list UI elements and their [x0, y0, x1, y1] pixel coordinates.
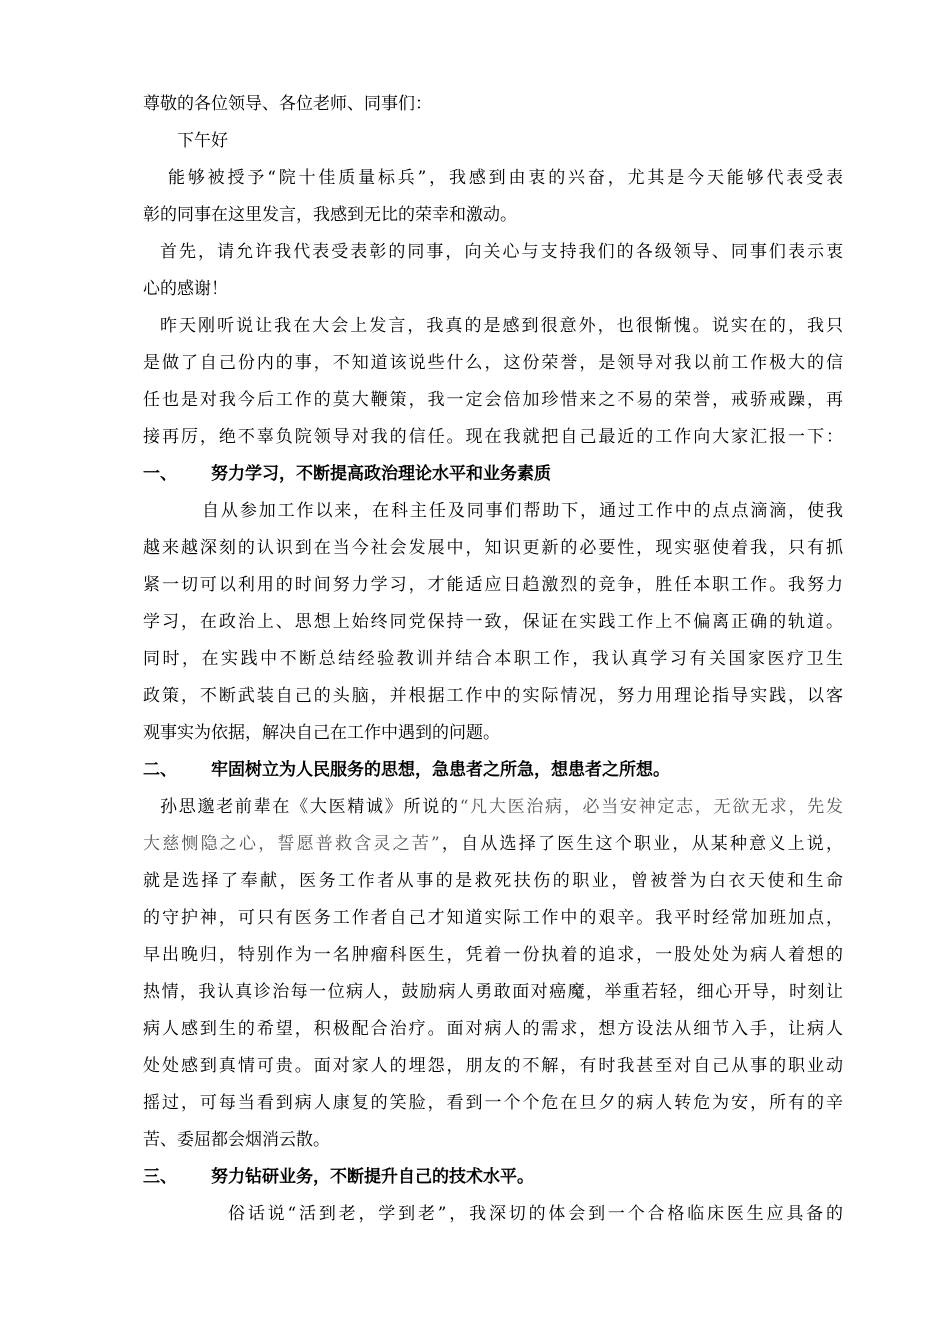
line-segment: 孙思邈老前辈在《大医精诚》所说的 [160, 797, 460, 817]
paragraph-line [160, 797, 843, 817]
classic-quote: 大慈恻隐之心，誓愿普救含灵之苦” [143, 834, 440, 854]
paragraph-line: 是做了自己份内的事，不知道该说些什么，这份荣誉，是领导对我以前工作极大的信 [143, 353, 843, 373]
paragraph-line: 能够被授予“院十佳质量标兵”，我感到由衷的兴奋，尤其是今天能够代表受表 [168, 168, 843, 188]
paragraph-line: 观事实为依据，解决自己在工作中遇到的问题。 [143, 723, 500, 743]
paragraph-line: 处处感到真情可贵。面对家人的埋怨，朋友的不解，有时我甚至对自己从事的职业动 [143, 1056, 843, 1076]
salutation: 尊敬的各位领导、各位老师、同事们： [143, 94, 432, 114]
paragraph-line: 的守护神，可只有医务工作者自己才知道实际工作中的艰辛。我平时经常加班加点， [143, 908, 843, 928]
paragraph-line: 俗话说“活到老，学到老”，我深切的体会到一个合格临床医生应具备的 [228, 1204, 843, 1224]
section-title: 努力学习，不断提高政治理论水平和业务素质 [211, 464, 551, 484]
paragraph-line: 摇过，可每当看到病人康复的笑脸，看到一个个危在旦夕的病人转危为安，所有的辛 [143, 1093, 843, 1113]
section-title: 努力钻研业务，不断提升自己的技术水平。 [211, 1167, 534, 1187]
section-number: 二、 [143, 760, 177, 780]
line-segment: ，自从选择了医生这个职业，从某种意义上说， [439, 834, 843, 854]
classic-quote: “凡大医治病，必当安神定志，无欲无求，先发 [459, 797, 843, 817]
paragraph-line: 彰的同事在这里发言，我感到无比的荣幸和激动。 [143, 205, 517, 225]
section-heading-2 [143, 760, 843, 780]
paragraph-line: 早出晚归，特别作为一名肿瘤科医生，凭着一份执着的追求，一股处处为病人着想的 [143, 945, 843, 965]
paragraph-line: 苦、委屈都会烟消云散。 [143, 1130, 330, 1150]
paragraph-line: 同时，在实践中不断总结经验教训并结合本职工作，我认真学习有关国家医疗卫生 [143, 649, 843, 669]
greeting: 下午好 [177, 131, 228, 151]
section-heading-1 [143, 464, 843, 484]
paragraph-line: 心的感谢！ [143, 279, 228, 299]
paragraph-line: 学习，在政治上、思想上始终同党保持一致，保证在实践工作上不偏离正确的轨道。 [143, 612, 843, 632]
section-title: 牢固树立为人民服务的思想，急患者之所急，想患者之所想。 [211, 760, 670, 780]
paragraph-line: 病人感到生的希望，积极配合治疗。面对病人的需求，想方设法从细节入手，让病人 [143, 1019, 843, 1039]
paragraph-line: 越来越深刻的认识到在当今社会发展中，知识更新的必要性，现实驱使着我，只有抓 [143, 538, 843, 558]
section-number: 三、 [143, 1167, 177, 1187]
paragraph-line: 热情，我认真诊治每一位病人，鼓励病人勇敢面对癌魔，举重若轻，细心开导，时刻让 [143, 982, 843, 1002]
paragraph-line: 首先，请允许我代表受表彰的同事，向关心与支持我们的各级领导、同事们表示衷 [160, 242, 843, 262]
paragraph-line: 昨天刚听说让我在大会上发言，我真的是感到很意外，也很惭愧。说实在的，我只 [160, 316, 843, 336]
paragraph-line: 任也是对我今后工作的莫大鞭策，我一定会倍加珍惜来之不易的荣誉，戒骄戒躁，再 [143, 390, 843, 410]
paragraph-line: 紧一切可以利用的时间努力学习，才能适应日趋激烈的竞争，胜任本职工作。我努力 [143, 575, 843, 595]
section-number: 一、 [143, 464, 177, 484]
paragraph-line: 就是选择了奉献，医务工作者从事的是救死扶伤的职业，曾被誉为白衣天使和生命 [143, 871, 843, 891]
section-heading-3 [143, 1167, 843, 1187]
paragraph-line: 政策，不断武装自己的头脑，并根据工作中的实际情况，努力用理论指导实践，以客 [143, 686, 843, 706]
paragraph-line: 自从参加工作以来，在科主任及同事们帮助下，通过工作中的点点滴滴，使我 [202, 501, 843, 521]
paragraph-line: 接再厉，绝不辜负院领导对我的信任。现在我就把自己最近的工作向大家汇报一下： [143, 427, 843, 447]
paragraph-line [143, 834, 843, 854]
